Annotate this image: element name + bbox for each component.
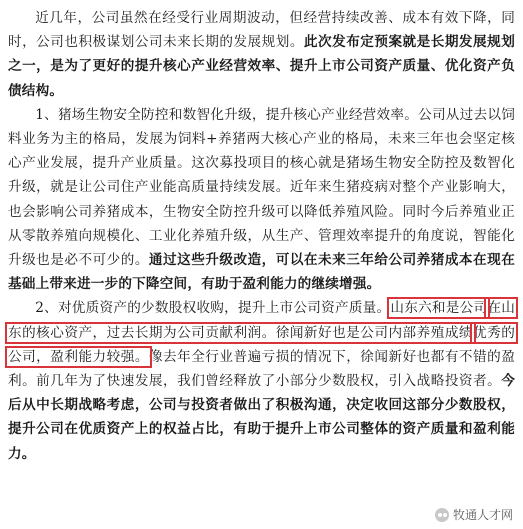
paragraph-2-text: 1、猪场生物安全防控和数智化升级，提升核心产业经营效率。公司从过去以饲料业务为主的格局，发展为饲料+养猪两大核心产业的格局，未来三年也会坚定核心产业发展，提升产业质量。这次募投项目的核心就是猪场生物安全防控及数智化升级，就是让公司住产业能高质量持续发展。近年来生猪疫病对整个产业影响大，也会影响公司养猪成本，生物安全防控升级可以降低养殖风险。同时今后养殖业正从零散养殖向规模化、工业化养殖升级，从生产、管理效率提升的角度说，智能化升级也是必不可少的。 xyxy=(8,106,515,269)
paragraph-3-bold: 今后从中长期战略考虑，公司与投资者做出了积极沟通，决定收回这部分少数股权，提升公司在优质资产上的权益占比，有助于提升上市公司整体的资产质量和盈利能力。 xyxy=(8,373,515,462)
paragraph-3-text-b: 像去年全行业普遍亏损的情况下，徐闻新好也都有不错的盈利。前几年为了快速发展，我们曾经释放了小部分少数股权，引入战略投资者。 xyxy=(8,348,516,390)
paragraph-1-bold: 此次发布定预案就是长期发展规划之一，是为了更好的提升核心产业经营效率、提升上市公司资产质量、优化资产负债结构。 xyxy=(8,34,515,99)
paragraph-3-text-a: 2、对优质资产的少数股权收购，提升上市公司资产质量。 xyxy=(35,300,391,317)
paragraph-2 xyxy=(8,103,515,297)
wechat-icon xyxy=(435,508,449,522)
highlight-box-1: 山东六和是公司 xyxy=(390,300,488,317)
watermark xyxy=(433,506,515,523)
watermark-text: 牧通人才网 xyxy=(452,508,513,522)
paragraph-3 xyxy=(8,296,515,465)
highlight-box-3: 优秀的公司，盈利能力较强。 xyxy=(8,324,515,365)
highlight-box-2: 在山东的核心资产，过去长期为公司贡献利润。徐闻新好也是公司内部养殖成绩 xyxy=(8,300,515,341)
paragraph-1 xyxy=(8,6,515,103)
paragraph-2-bold: 通过这些升级改造，可以在未来三年给公司养猪成本在现在基础上带来进一步的下降空间，有助于盈利能力的继续增强。 xyxy=(8,252,516,293)
paragraph-1-text: 近几年，公司虽然在经受行业周期波动，但经营持续改善、成本有效下降，同时，公司也积极谋划公司未来长期的发展规划。 xyxy=(8,10,515,51)
